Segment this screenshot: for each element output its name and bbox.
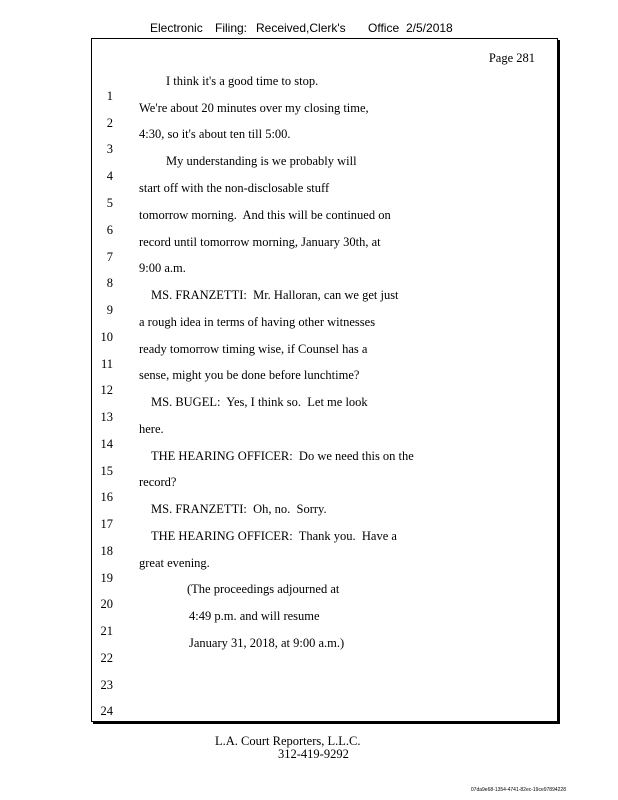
line-text: record? <box>139 475 177 489</box>
line-text: (The proceedings adjourned at <box>187 582 340 596</box>
line-number: 5 <box>106 196 113 210</box>
line-number: 14 <box>100 437 113 451</box>
line-number: 21 <box>100 624 113 638</box>
transcript-line <box>92 368 557 397</box>
transcript-line <box>92 582 557 611</box>
line-text: here. <box>139 422 164 436</box>
line-number: 20 <box>100 597 113 611</box>
line-number: 1 <box>106 89 113 103</box>
header-word-electronic: Electronic <box>150 21 203 35</box>
transcript-line <box>92 154 557 183</box>
transcript-line <box>92 101 557 130</box>
line-text: I think it's a good time to stop. <box>166 74 319 88</box>
transcript-line <box>92 395 557 424</box>
line-number: 17 <box>100 517 113 531</box>
line-number: 16 <box>100 490 113 504</box>
line-text: record until tomorrow morning, January 30th, at <box>139 235 381 249</box>
transcript-line <box>92 315 557 344</box>
line-number: 9 <box>106 303 113 317</box>
transcript-line <box>92 181 557 210</box>
transcript-line <box>92 609 557 638</box>
line-number: 7 <box>106 250 113 264</box>
transcript-line <box>92 127 557 156</box>
line-number: 22 <box>100 651 113 665</box>
line-text: MS. FRANZETTI: Mr. Halloran, can we get just <box>151 288 399 302</box>
line-text: January 31, 2018, at 9:00 a.m.) <box>189 636 345 650</box>
reporter-company: L.A. Court Reporters, L.L.C. <box>215 734 361 748</box>
line-number: 2 <box>106 116 113 130</box>
line-number: 8 <box>106 276 113 290</box>
transcript-line <box>92 449 557 478</box>
transcript-line <box>92 422 557 451</box>
transcript-line <box>92 502 557 531</box>
line-number: 10 <box>100 330 113 344</box>
line-text: 4:49 p.m. and will resume <box>189 609 320 623</box>
line-text: tomorrow morning. And this will be continued on <box>139 208 391 222</box>
line-text: THE HEARING OFFICER: Do we need this on the <box>151 449 414 463</box>
transcript-line <box>92 663 557 692</box>
document-hash: 07da9e68-1354-4741-82ec-19ce97894228 <box>470 787 566 793</box>
line-text: We're about 20 minutes over my closing time, <box>139 101 369 115</box>
line-number: 19 <box>100 571 113 585</box>
line-text: ready tomorrow timing wise, if Counsel has a <box>139 342 368 356</box>
line-text: sense, might you be done before lunchtime? <box>139 368 360 382</box>
line-number: 24 <box>100 704 113 718</box>
line-number: 6 <box>106 223 113 237</box>
transcript-line <box>92 636 557 665</box>
line-number: 4 <box>106 169 113 183</box>
transcript-line <box>92 288 557 317</box>
transcript-line <box>92 235 557 264</box>
transcript-line <box>92 342 557 371</box>
line-text: a rough idea in terms of having other witnesses <box>139 315 376 329</box>
transcript-line <box>92 475 557 504</box>
transcript-line <box>92 74 557 103</box>
line-number: 13 <box>100 410 113 424</box>
header-word-office: Office <box>368 21 400 35</box>
line-number: 23 <box>100 678 113 692</box>
line-text: 9:00 a.m. <box>139 261 186 275</box>
transcript-line <box>92 689 557 718</box>
transcript-page <box>91 38 558 722</box>
line-text: My understanding is we probably will <box>166 154 357 168</box>
header-word-received-clerks: Received,Clerk's <box>256 21 346 35</box>
line-text: start off with the non-disclosable stuff <box>139 181 330 195</box>
transcript-line <box>92 208 557 237</box>
transcript-line <box>92 529 557 558</box>
line-number: 12 <box>100 383 113 397</box>
line-number: 11 <box>100 357 113 371</box>
transcript-line <box>92 556 557 585</box>
line-number: 15 <box>100 464 113 478</box>
electronic-filing-header <box>0 21 618 37</box>
line-text: MS. FRANZETTI: Oh, no. Sorry. <box>151 502 327 516</box>
reporter-phone: 312-419-9292 <box>278 747 349 761</box>
header-date: 2/5/2018 <box>406 21 453 35</box>
line-number: 3 <box>106 142 113 156</box>
line-number: 18 <box>100 544 113 558</box>
transcript-line <box>92 261 557 290</box>
header-word-filing: Filing: <box>215 21 248 35</box>
line-text: THE HEARING OFFICER: Thank you. Have a <box>151 529 397 543</box>
page-number: Page 281 <box>488 51 535 65</box>
line-text: MS. BUGEL: Yes, I think so. Let me look <box>151 395 368 409</box>
line-text: 4:30, so it's about ten till 5:00. <box>139 127 291 141</box>
line-text: great evening. <box>139 556 210 570</box>
